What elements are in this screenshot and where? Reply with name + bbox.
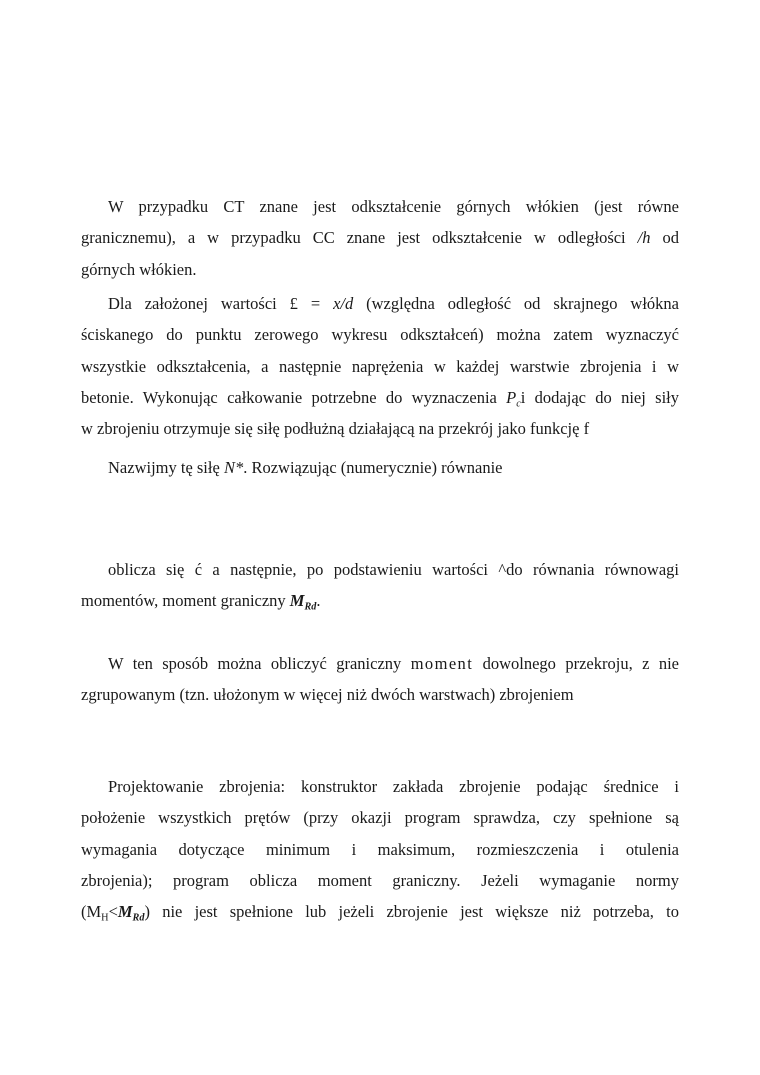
text-line: ściskanego do punktu zerowego wykresu odkształceń) można zatem wyznaczyć [81,325,679,345]
text-line: Projektowanie zbrojenia: konstruktor zakłada zbrojenie podając średnice i [108,777,679,796]
variable-x-over-d: x/d [333,294,354,313]
text-line: W ten sposób można obliczyć graniczny moment dowolnego przekroju, z nie [108,654,680,673]
symbol-m-rd: $M_{Rd}$ [289,591,317,613]
paragraph-reinforcement-design [81,771,679,927]
spaced-word-moment: moment [410,654,474,673]
paragraph-assumed-value [81,288,679,444]
text-line: zgrupowanym (tzn. ułożonym w więcej niż dwóch warstwach) zbrojeniem [81,685,574,705]
text-line: wszystkie odkształcenia, a następnie naprężenia w każdej warstwie zbrojenia i w [81,356,679,376]
text-line: oblicza się ć a następnie, po podstawieniu wartości ^do równania równowagi [108,560,679,579]
text-line: położenie wszystkich prętów (przy okazji program sprawdza, czy spełnione są [81,808,679,828]
text-line: momentów, moment graniczny $M_{Rd}$. [81,591,321,613]
text-line: W przypadku CT znane jest odkształcenie górnych włókien (jest równe [108,197,679,216]
variable-h: /h [637,228,651,248]
paragraph-n-star [81,452,679,483]
text-line: wymagania dotyczące minimum i maksimum, rozmieszczenia i otulenia [81,839,679,859]
variable-pc: $P_c$ [506,387,521,410]
variable-n-star: N* [223,458,244,477]
paragraph-limit-moment [81,648,679,711]
paragraph-ct-cc [81,191,679,285]
text-line: w zbrojeniu otrzymuje się siłę podłużną działającą na przekrój jako funkcję f [81,419,590,439]
paragraph-solve [81,554,679,617]
text-line: betonie. Wykonując całkowanie potrzebne do wyznaczenia $P_ci$ dodając do niej siły [81,387,679,410]
text-line: zbrojenia); program oblicza moment graniczny. Jeżeli wymaganie normy [81,870,679,890]
text-line: granicznemu), a w przypadku CC znane jest odkształcenie w odległości /h od [81,228,680,248]
text-line: $(M_H<M_{Rd})$ nie jest spełnione lub jeżeli zbrojenie jest większe niż potrzeba, to [81,902,679,924]
text-line: Dla założonej wartości £ = x/d (względna odległość od skrajnego włókna [108,294,679,313]
text-line: górnych włókien. [81,259,197,279]
inequality-mh-lt-mrd: $(M_H<M_{Rd})$ [81,902,150,924]
text-line: Nazwijmy tę siłę N*. Rozwiązując (numerycznie) równanie [108,458,503,477]
